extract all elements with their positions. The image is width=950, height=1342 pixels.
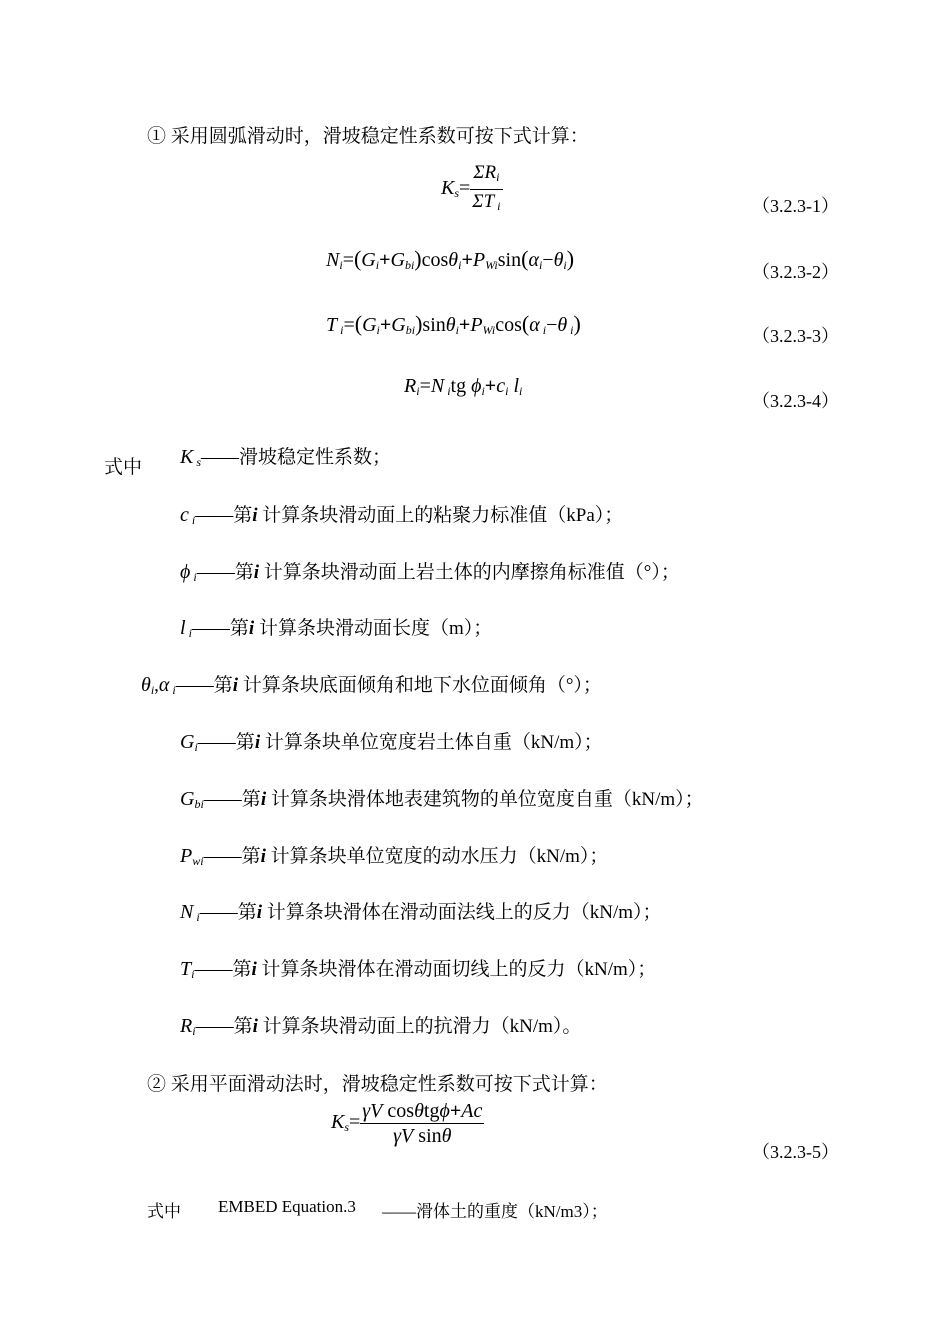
definition-ri: $R_i——$第i 计算条块滑动面上的抗滑力（kN/m）。 bbox=[180, 1015, 582, 1038]
equation-3-2-3-5: $K_s=$ $\frac{\text{γV cosθtgϕ+Ac}}{\text{γV sinθ}}$ bbox=[331, 1100, 483, 1147]
equation-number-3: （3.2.3-3） bbox=[752, 326, 839, 346]
equation-3-2-3-2: $N_i=(G_i+G_{bi})\cos\theta_i+P_{Wi}\sin(\alpha_i-\theta_i)$ bbox=[326, 246, 575, 272]
definition-pwi: $P_{wi}——$第i 计算条块单位宽度的动水压力（kN/m）； bbox=[180, 845, 609, 868]
equation-number-1: （3.2.3-1） bbox=[752, 196, 839, 216]
where-label-2: 式中 bbox=[147, 1202, 181, 1221]
equation-3-2-3-1: $K_s=$ $\frac{\Sigma R_i}{\Sigma T _i}$ bbox=[441, 162, 501, 213]
definition-ti: $T_i——$第i 计算条块滑体在滑动面切线上的反力（kN/m）； bbox=[180, 958, 657, 981]
where-label: 式中 bbox=[104, 457, 143, 478]
definition-ni: N $_i$——第i 计算条块滑体在滑动面法线上的反力（kN/m）； bbox=[180, 901, 662, 924]
equation-number-2: （3.2.3-2） bbox=[752, 262, 839, 282]
definition-gbi: $G_{bi}——$第i 计算条块滑体地表建筑物的单位宽度自重（kN/m）； bbox=[180, 788, 704, 811]
definition-phi: ϕ $_i$——第i 计算条块滑动面上岩土体的内摩擦角标准值（°）； bbox=[180, 561, 680, 584]
equation-number-4: （3.2.3-4） bbox=[752, 391, 839, 411]
definition-li: l $_i$——第i 计算条块滑动面长度（m）； bbox=[180, 617, 493, 640]
equation-3-2-3-3: T $_i=(G_i+G_{bi})\sin\theta_i+P_{Wi}\cos(\alpha$ $_i$−θ $_i$) bbox=[326, 311, 581, 337]
definition-ci: c $_i$——第i 计算条块滑动面上的粘聚力标准值（kPa）； bbox=[180, 504, 624, 527]
definition-gamma: ——滑体土的重度（kN/m3）； bbox=[382, 1202, 608, 1221]
paragraph-planar-sliding: ② 采用平面滑动法时，滑坡稳定性系数可按下式计算： bbox=[147, 1074, 608, 1095]
definition-ks: K $_s$——滑坡稳定性系数； bbox=[180, 446, 392, 469]
embed-equation-placeholder: EMBED Equation.3 bbox=[218, 1197, 356, 1216]
equation-3-2-3-4: $R_i=N$ $_i$tg $\phi_i+c_i$ $l_i$ bbox=[404, 375, 523, 398]
definition-gi: $G_i——$第i 计算条块单位宽度岩土体自重（kN/m）； bbox=[180, 731, 603, 754]
paragraph-circular-sliding: ① 采用圆弧滑动时，滑坡稳定性系数可按下式计算： bbox=[147, 126, 589, 147]
equation-number-5: （3.2.3-5） bbox=[752, 1142, 839, 1162]
definition-theta-alpha: $\theta_i,\alpha$ $_i$——第i 计算条块底面倾角和地下水位面倾角（°）； bbox=[141, 674, 602, 697]
